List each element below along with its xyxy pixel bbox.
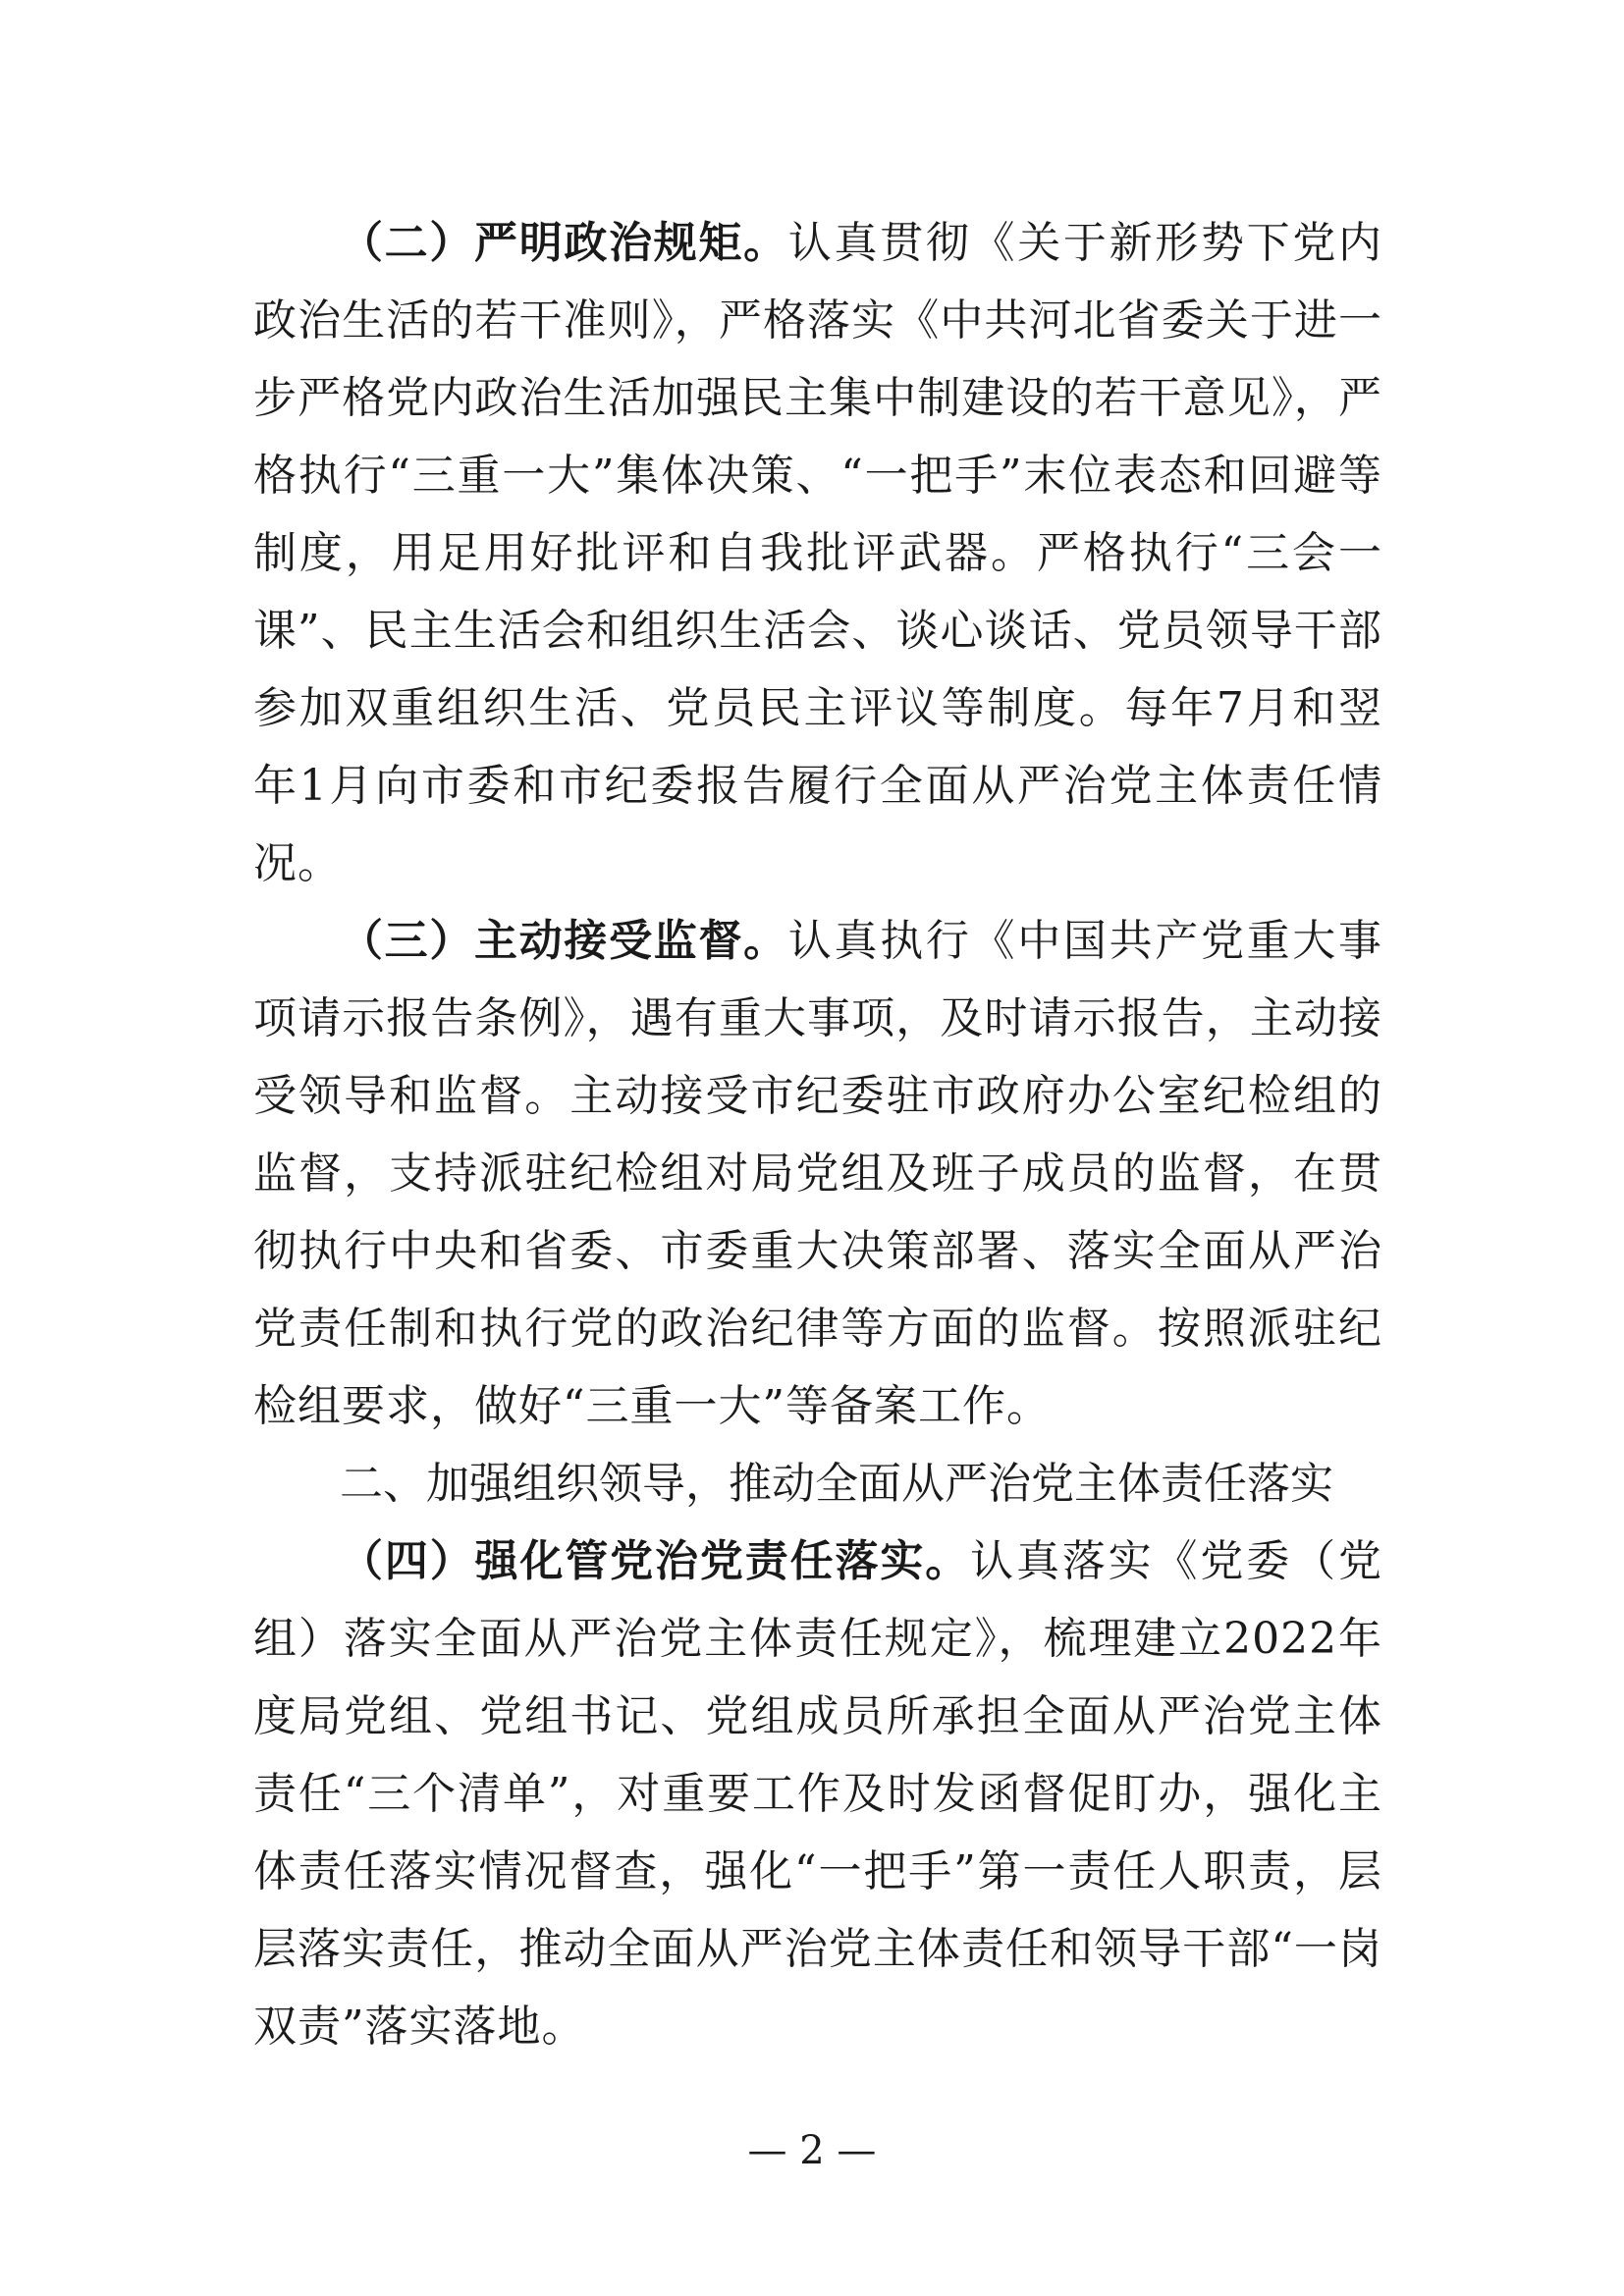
paragraph-heading: （二）严明政治规矩。 bbox=[340, 218, 788, 268]
paragraph-strict-political-rules bbox=[253, 204, 1382, 902]
document-body bbox=[253, 204, 1382, 2065]
page-number: — 2 — bbox=[747, 2128, 877, 2173]
paragraph-accept-supervision bbox=[253, 902, 1382, 1445]
section-title: 二、加强组织领导，推动全面从严治党主体责任落实 bbox=[340, 1459, 1333, 1509]
paragraph-text: 认真落实《党委（党组）落实全面从严治党主体责任规定》，梳理建立2022年度局党组、党组书记、党组成员所承担全面从严治党主体责任“三个清单”，对重要工作及时发函督促盯办，强化主体责任落实情况督查，强化“一把手”第一责任人职责，层层落实责任，推动全面从严治党主体责任和领导干部“一岗双责”落实落地。 bbox=[253, 1536, 1383, 2052]
paragraph-text: 认真执行《中国共产党重大事项请示报告条例》，遇有重大事项，及时请示报告，主动接受领导和监督。主动接受市纪委驻市政府办公室纪检组的监督，支持派驻纪检组对局党组及班子成员的监督，在贯彻执行中央和省委、市委重大决策部署、落实全面从严治党责任制和执行党的政治纪律等方面的监督。按照派驻纪检组要求，做好“三重一大”等备案工作。 bbox=[253, 916, 1383, 1431]
paragraph-heading: （四）强化管党治党责任落实。 bbox=[340, 1536, 971, 1586]
paragraph-responsibility-implementation bbox=[253, 1522, 1382, 2065]
paragraph-text: 认真贯彻《关于新形势下党内政治生活的若干准则》，严格落实《中共河北省委关于进一步严格党内政治生活加强民主集中制建设的若干意见》，严格执行“三重一大”集体决策、“一把手”末位表态和回避等制度，用足用好批评和自我批评武器。严格执行“三会一课”、民主生活会和组织生活会、谈心谈话、党员领导干部参加双重组织生活、党员民主评议等制度。每年7月和翌年1月向市委和市纪委报告履行全面从严治党主体责任情况。 bbox=[253, 218, 1383, 888]
paragraph-heading: （三）主动接受监督。 bbox=[340, 916, 788, 966]
